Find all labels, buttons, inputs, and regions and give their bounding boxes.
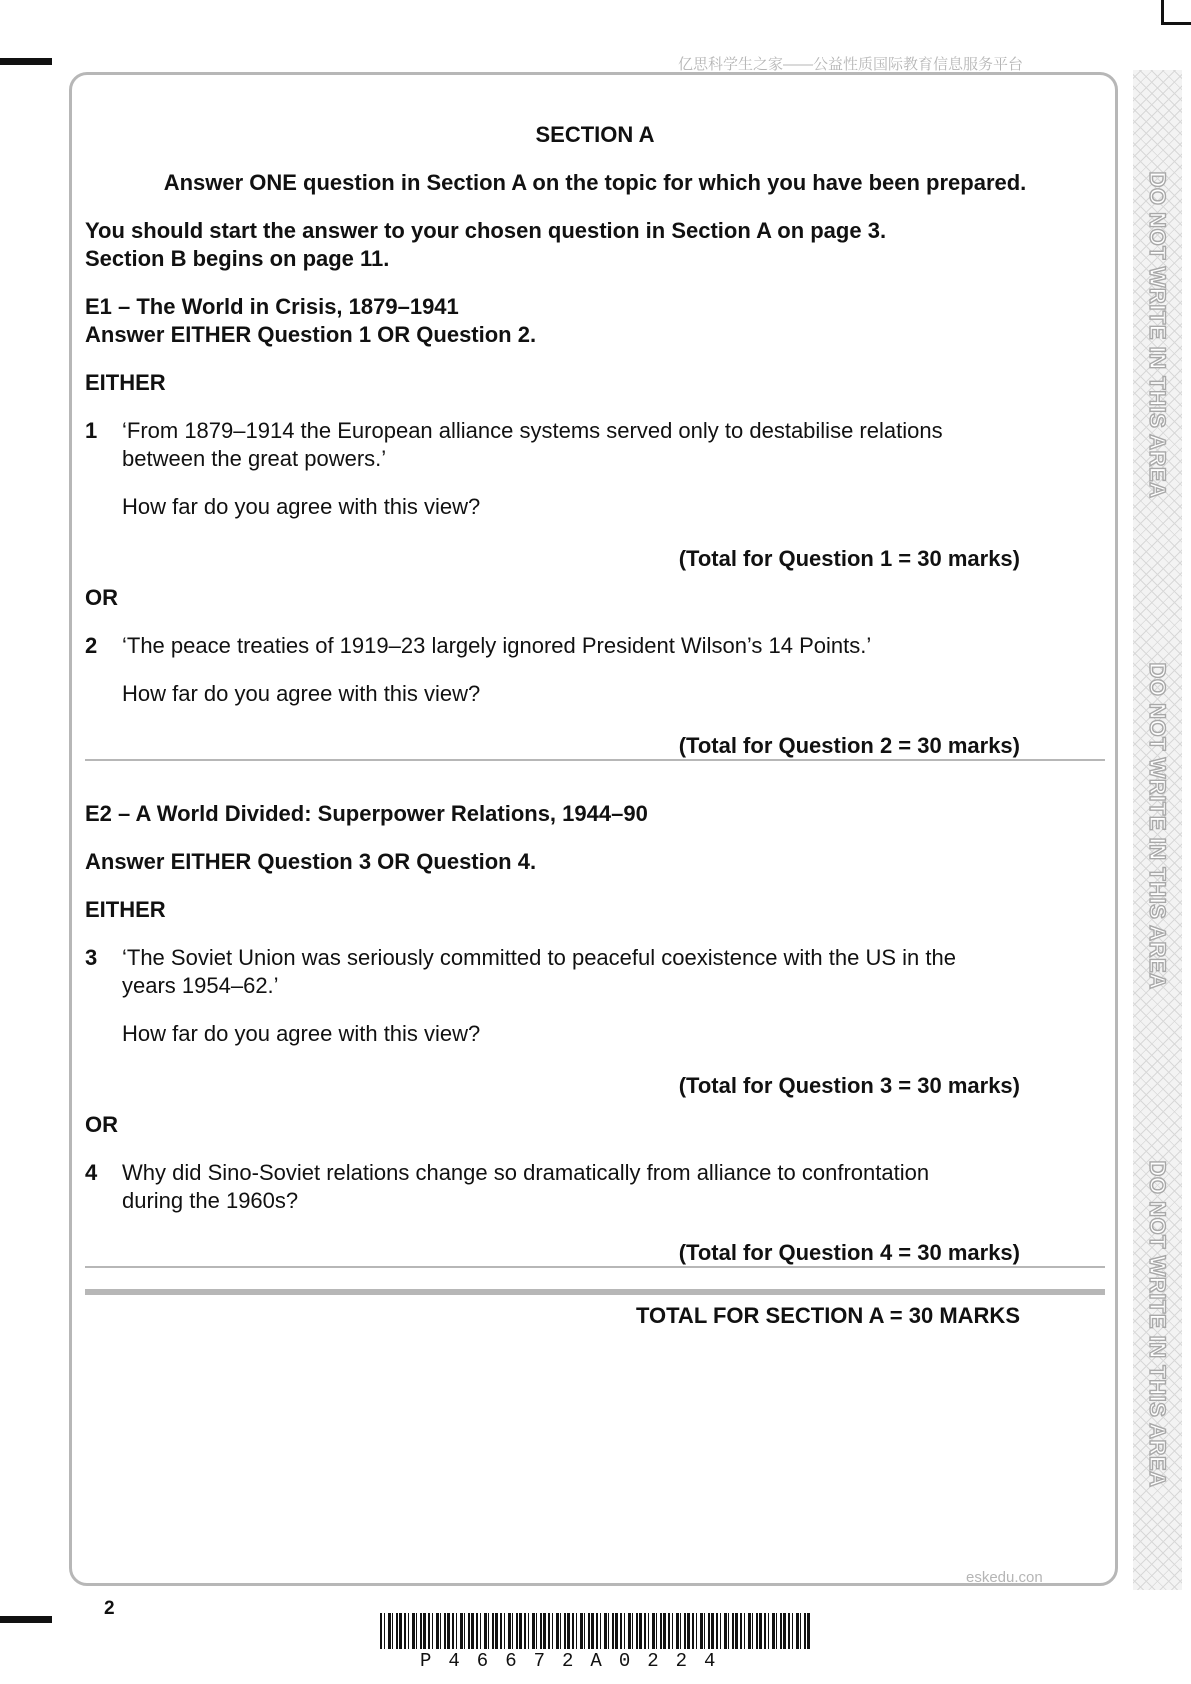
margin-warning-bottom: DO NOT WRITE IN THIS AREA: [1145, 1160, 1170, 1488]
question-1-marks: (Total for Question 1 = 30 marks): [678, 546, 1020, 571]
section-b-note: Section B begins on page 11.: [85, 246, 390, 271]
topic-divider: [85, 759, 1105, 761]
section-total-divider: [85, 1289, 1105, 1295]
either-label-e1: EITHER: [85, 370, 166, 395]
question-3-text-line2: years 1954–62.’: [122, 973, 279, 998]
or-label-e1: OR: [85, 585, 118, 610]
question-2-marks: (Total for Question 2 = 30 marks): [678, 733, 1020, 758]
question-1-text-line1: ‘From 1879–1914 the European alliance systems served only to destabilise relations: [122, 418, 943, 443]
barcode-text: P46672A0224: [420, 1650, 733, 1672]
question-2-number: 2: [85, 633, 98, 658]
question-1-prompt: How far do you agree with this view?: [122, 494, 481, 519]
section-instruction: Answer ONE question in Section A on the topic for which you have been prepared.: [163, 170, 1027, 195]
question-3-number: 3: [85, 945, 98, 970]
registration-mark-top-right: [1161, 0, 1164, 24]
or-label-e2: OR: [85, 1112, 118, 1137]
question-4-text-line1: Why did Sino-Soviet relations change so dramatically from alliance to confrontation: [122, 1160, 930, 1185]
question-4-divider: [85, 1266, 1105, 1268]
either-label-e2: EITHER: [85, 897, 166, 922]
question-4-marks: (Total for Question 4 = 30 marks): [678, 1240, 1020, 1265]
topic-e2-instruction: Answer EITHER Question 3 OR Question 4.: [85, 849, 537, 874]
registration-mark-top-left: [0, 58, 52, 65]
registration-mark-bottom-left: [0, 1616, 52, 1623]
question-1-number: 1: [85, 418, 98, 443]
question-4-text-line2: during the 1960s?: [122, 1188, 299, 1213]
watermark-footer-text: eskedu.con: [966, 1569, 1043, 1586]
registration-mark-top-right-horizontal: [1161, 22, 1191, 25]
margin-warning-top: DO NOT WRITE IN THIS AREA: [1145, 171, 1170, 499]
watermark-header-text: 亿思科学生之家——公益性质国际教育信息服务平台: [678, 56, 1024, 73]
question-4-number: 4: [85, 1160, 98, 1185]
section-total: TOTAL FOR SECTION A = 30 MARKS: [635, 1303, 1020, 1328]
topic-e1-title: E1 – The World in Crisis, 1879–1941: [85, 294, 459, 319]
margin-warning-middle: DO NOT WRITE IN THIS AREA: [1145, 662, 1170, 990]
question-1-text-line2: between the great powers.’: [122, 446, 387, 471]
page-number: 2: [104, 1598, 115, 1619]
question-2-text: ‘The peace treaties of 1919–23 largely ignored President Wilson’s 14 Points.’: [122, 633, 872, 658]
barcode-image: [380, 1613, 810, 1649]
question-2-prompt: How far do you agree with this view?: [122, 681, 481, 706]
start-page-note: You should start the answer to your chosen question in Section A on page 3.: [85, 218, 887, 243]
question-3-prompt: How far do you agree with this view?: [122, 1021, 481, 1046]
question-3-marks: (Total for Question 3 = 30 marks): [678, 1073, 1020, 1098]
topic-e1-instruction: Answer EITHER Question 1 OR Question 2.: [85, 322, 537, 347]
question-3-text-line1: ‘The Soviet Union was seriously committed to peaceful coexistence with the US in the: [122, 945, 956, 970]
section-title: SECTION A: [535, 122, 655, 147]
topic-e2-title: E2 – A World Divided: Superpower Relations, 1944–90: [85, 801, 648, 826]
